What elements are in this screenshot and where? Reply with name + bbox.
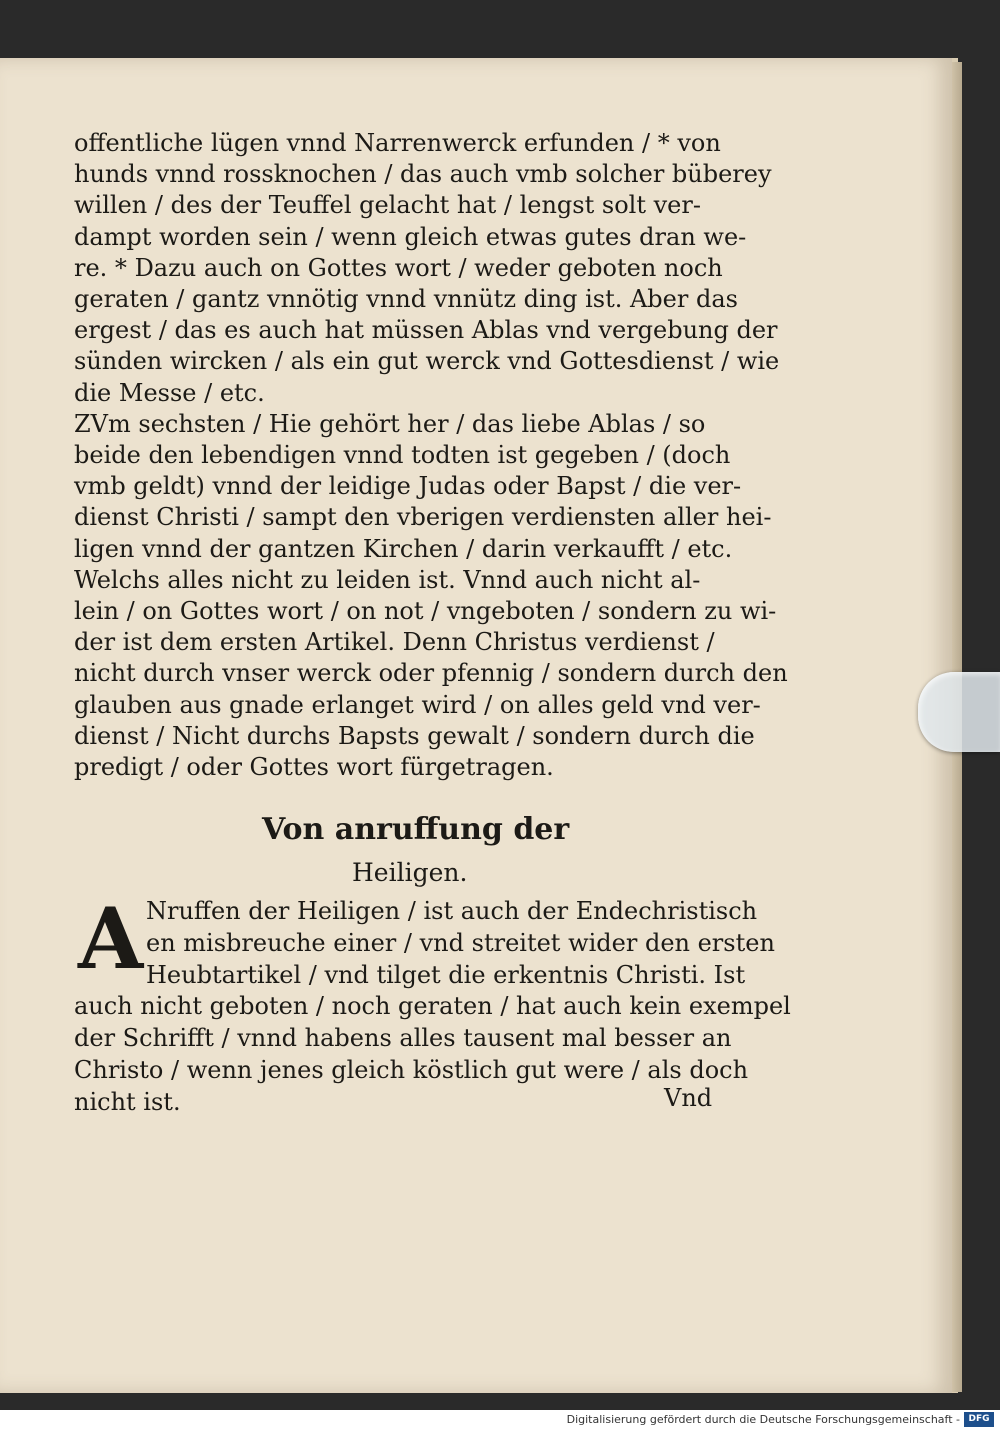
text-line: Christo / wenn jenes gleich köstlich gut were / als doch: [74, 1055, 749, 1084]
section-heading: Von anruffung der: [262, 812, 570, 847]
text-line: glauben aus gnade erlanget wird / on alles geld vnd ver-: [74, 690, 761, 719]
text-line: vmb geldt) vnnd der leidige Judas oder Bapst / die ver-: [74, 472, 742, 501]
footer-credit: Digitalisierung gefördert durch die Deutsche Forschungsgemeinschaft -: [566, 1413, 960, 1426]
text-line: lein / on Gottes wort / on not / vngeboten / sondern zu wi-: [74, 597, 777, 626]
text-line: sünden wircken / als ein gut werck vnd Gottesdienst / wie: [74, 347, 780, 376]
section-text: [74, 889, 791, 1119]
text-line: Heubtartikel / vnd tilget die erkentnis Christi. Ist: [146, 960, 746, 989]
text-line: dienst / Nicht durchs Bapsts gewalt / sondern durch die: [74, 721, 755, 750]
page-clip: [918, 672, 1000, 752]
text-line: hunds vnnd rossknochen / das auch vmb solcher büberey: [74, 160, 772, 189]
text-line: auch nicht geboten / noch geraten / hat auch kein exempel: [74, 992, 791, 1021]
text-line: nicht ist.: [74, 1087, 181, 1116]
text-line: nicht durch vnser werck oder pfennig / sondern durch den: [74, 659, 788, 688]
text-line: der Schrifft / vnnd habens alles tausent mal besser an: [74, 1024, 732, 1053]
text-line: der ist dem ersten Artikel. Denn Christus verdienst /: [74, 628, 715, 657]
text-line: die Messe / etc.: [74, 378, 265, 407]
section-subheading: Heiligen.: [352, 858, 468, 887]
text-line: ZVm sechsten / Hie gehört her / das liebe Ablas / so: [74, 409, 706, 438]
decorated-initial: A: [78, 889, 144, 988]
body-text: [74, 128, 788, 783]
text-line: offentliche lügen vnnd Narrenwerck erfunden / * von: [74, 129, 721, 157]
text-line: re. * Dazu auch on Gottes wort / weder geboten noch: [74, 253, 723, 282]
text-line: willen / des der Teuffel gelacht hat / lengst solt ver-: [74, 191, 701, 220]
catchword: Vnd: [664, 1084, 713, 1112]
text-line: dampt worden sein / wenn gleich etwas gutes dran we-: [74, 222, 747, 251]
text-line: geraten / gantz vnnötig vnnd vnnütz ding ist. Aber das: [74, 285, 738, 314]
text-line: ergest / das es auch hat müssen Ablas vnd vergebung der: [74, 316, 778, 345]
text-line: ligen vnnd der gantzen Kirchen / darin verkaufft / etc.: [74, 534, 733, 563]
text-line: en misbreuche einer / vnd streitet wider den ersten: [146, 928, 775, 957]
text-line: Nruffen der Heiligen / ist auch der Endechristisch: [146, 897, 758, 925]
text-line: dienst Christi / sampt den vberigen verdiensten aller hei-: [74, 503, 772, 532]
dfg-logo-icon: DFG: [964, 1412, 994, 1427]
text-line: beide den lebendigen vnnd todten ist gegeben / (doch: [74, 441, 731, 470]
text-line: Welchs alles nicht zu leiden ist. Vnnd auch nicht al-: [74, 565, 701, 594]
text-line: predigt / oder Gottes wort fürgetragen.: [74, 753, 554, 782]
